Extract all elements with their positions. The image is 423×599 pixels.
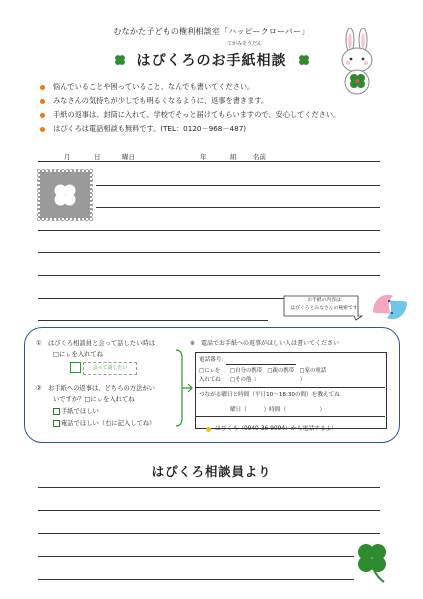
writing-line[interactable]: [38, 298, 288, 299]
tel-other-option[interactable]: □その他（ ）: [230, 377, 306, 383]
bullet-dot: [206, 427, 211, 432]
letter-checkbox[interactable]: [53, 408, 60, 415]
date-day-label: 日: [94, 153, 101, 161]
time-fill-field[interactable]: 曜日（ ）時間（ ）: [230, 407, 326, 413]
bullet-item: はぴくろは電話相談も無料です。(TEL：0120－968－487): [40, 123, 246, 134]
meet-checkbox[interactable]: [70, 362, 81, 373]
date-weekday-label: 曜日: [122, 153, 135, 161]
tel-type-options[interactable]: □自分の携帯 □親の携帯 □家の電話: [230, 368, 327, 374]
writing-line[interactable]: [38, 533, 380, 534]
tel-label: 電話番号：: [199, 357, 227, 363]
clover-icon: [50, 180, 80, 210]
tel-input-line[interactable]: [226, 364, 296, 365]
bullet-item: 手紙の返事は、封筒に入れて、学校でそっと届けてもらいますので、安心してください。: [40, 109, 340, 120]
tel-check-hint-2: 入れてね: [199, 377, 221, 383]
reply-by-letter-option[interactable]: 手紙でほしい: [53, 407, 99, 417]
tel-check-hint: □にㇾを: [199, 368, 221, 374]
time-instruction: つながる曜日と時間（平日10～18:30の間）を教えてね: [199, 392, 340, 398]
bullet-item: みなさんの気持ちが少しでも明るくなるように、返事を書きます。: [40, 95, 268, 106]
bracket-arrow: [172, 348, 194, 428]
meet-label: 会って話したい: [83, 362, 137, 375]
date-class-label: 組: [230, 153, 237, 161]
page-title: はぴくろのお手紙相談: [136, 53, 287, 69]
writing-line[interactable]: [96, 207, 380, 208]
clover-icon: [297, 53, 311, 67]
phone-checkbox[interactable]: [53, 420, 60, 427]
date-year-label: 年: [200, 153, 207, 161]
large-clover-icon: [352, 540, 392, 584]
writing-line[interactable]: [38, 230, 380, 231]
divider: [195, 387, 385, 388]
phone-note-heading: ※ 電話でお手紙への返事がほしい人は書いてください: [190, 340, 340, 347]
question-1: ① はぴくろ相談員と会って話したい時は: [36, 340, 155, 347]
writing-line[interactable]: [38, 487, 380, 488]
writing-line[interactable]: [38, 556, 354, 557]
divider: [195, 416, 385, 417]
writing-line[interactable]: [38, 275, 380, 276]
writing-line[interactable]: [38, 510, 380, 511]
writing-line[interactable]: [38, 252, 380, 253]
counselor-section-title: はぴくろ相談員より: [151, 464, 272, 479]
question-2-instruction: いですか？□にㇾを入れてね: [53, 396, 135, 403]
clover-icon: [113, 53, 127, 67]
stamp-illustration: [38, 170, 92, 220]
writing-line[interactable]: [38, 320, 268, 321]
header-subtitle: むなかた子どもの権利相談室「ハッピークローバー」: [113, 27, 310, 36]
writing-line[interactable]: [96, 185, 380, 186]
bullet-item: 悩んでいることや困っていること、なんでも書いてください。: [40, 81, 254, 92]
date-month-label: 月: [64, 153, 71, 161]
rabbit-illustration: [330, 28, 385, 96]
title-ruby: てがみそうだん: [227, 41, 263, 47]
writing-line[interactable]: [38, 161, 380, 162]
bubble-text: お手紙の内容は はぴくろとみなさんの秘密です: [290, 298, 358, 311]
writing-line[interactable]: [38, 579, 354, 580]
question-1-instruction: □にㇾを入れてね: [53, 351, 104, 358]
reply-by-phone-option[interactable]: 電話でほしい（右に記入してね）: [53, 419, 155, 429]
question-2: ② お手紙への返事は、どちらの方法がい: [36, 385, 155, 392]
date-name-label: 名前: [253, 153, 266, 161]
dolphin-illustration: [369, 290, 411, 324]
callback-note: はぴくろ（0940-36-9094）から電話するよ！: [215, 426, 338, 432]
